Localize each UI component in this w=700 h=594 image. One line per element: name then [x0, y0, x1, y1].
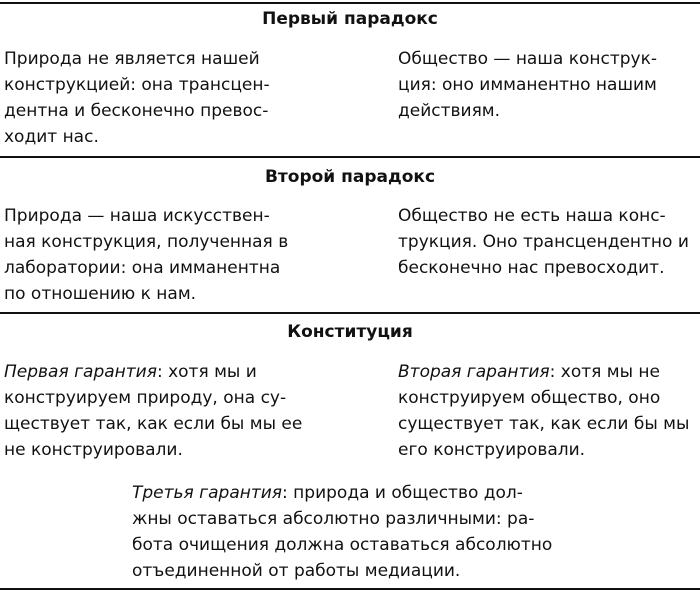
divider-rule-2 [0, 312, 700, 314]
bottom-rule [0, 588, 700, 590]
first-paradox-nature-text: Природа не является нашей конструкцией: она трансцен- дентна и бесконечно превос- ходит нас. [4, 49, 270, 147]
top-rule [0, 2, 700, 4]
first-guarantee-text: : хотя мы и конструируем природу, она су- ществует так, как если бы мы ее не конструировали. [4, 362, 303, 460]
third-guarantee [132, 480, 572, 584]
first-guarantee-label: Первая гарантия [4, 362, 157, 382]
first-paradox-society-text: Общество — наша конструк- ция: оно имманентно нашим действиям. [398, 49, 658, 121]
second-paradox-title: Второй парадокс [264, 167, 436, 187]
second-paradox-society-text: Общество не есть наша конс- трукция. Оно трансцендентно и бесконечно нас превосходит. [398, 206, 689, 278]
constitution-title: Конституция [287, 322, 413, 342]
second-guarantee-label: Вторая гарантия [398, 362, 550, 382]
first-guarantee [4, 359, 304, 463]
divider-rule-1 [0, 156, 700, 158]
second-guarantee-text: : хотя мы не конструируем общество, оно существует так, как если бы мы его конструировали. [398, 362, 690, 460]
first-paradox-title: Первый парадокс [262, 9, 438, 29]
second-guarantee [398, 359, 698, 463]
second-paradox-nature-text: Природа — наша искусствен- ная конструкция, полученная в лаборатории: она имманентна по отношению к нам. [4, 206, 289, 304]
third-guarantee-label: Третья гарантия [132, 483, 283, 503]
third-guarantee-text: : природа и общество дол- жны оставаться абсолютно различными: ра- бота очищения должна оставаться абсолютно отъединенной от работы медиации. [132, 483, 553, 581]
